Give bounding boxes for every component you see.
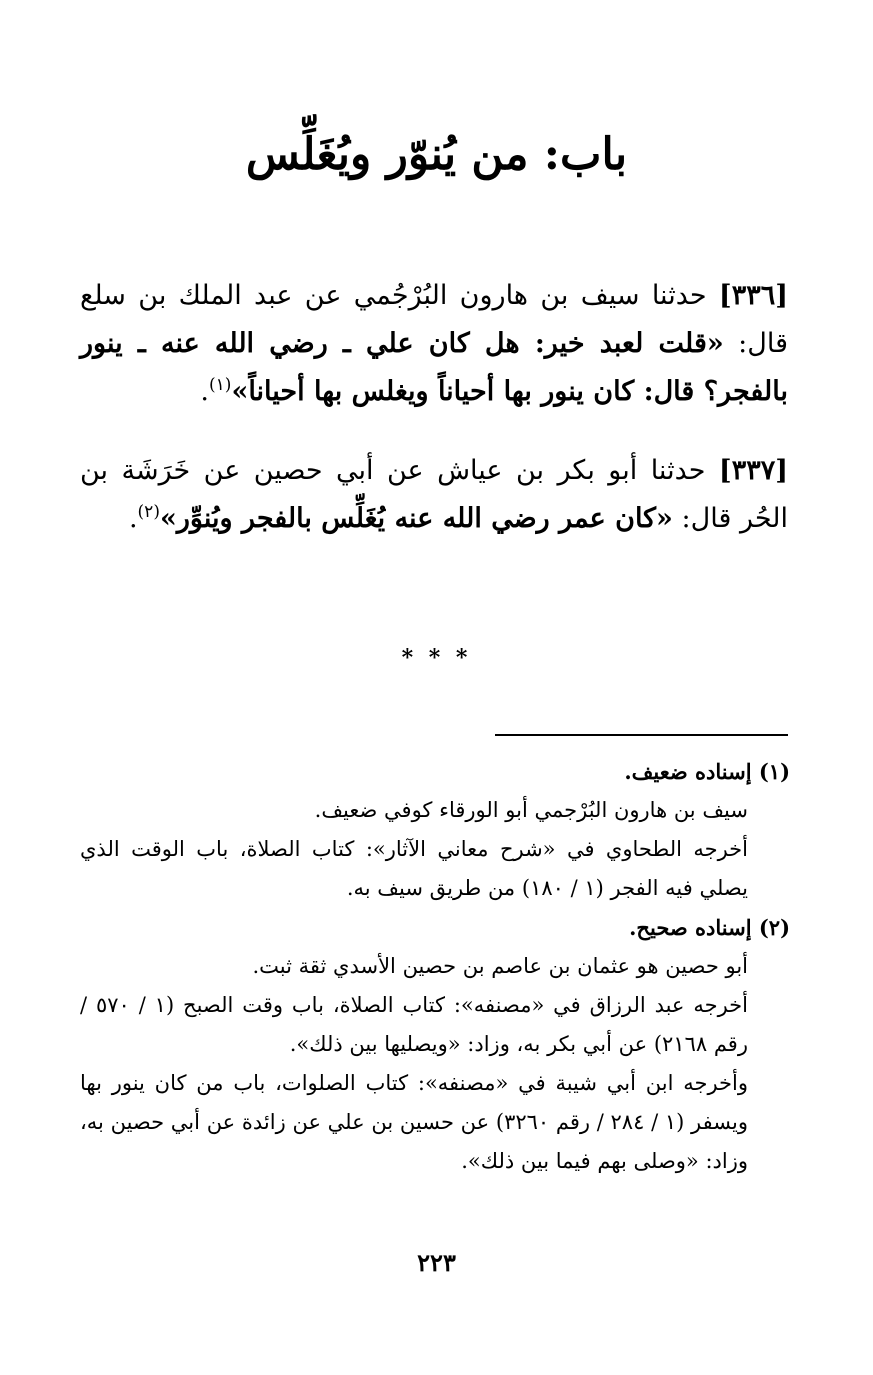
footnote-1-heading: (١) إسناده ضعيف.: [624, 759, 790, 784]
hadith-336: [80, 272, 788, 416]
hadith-end: .: [200, 376, 210, 407]
chapter-title: باب: من يُنوّر ويُغَلِّس: [245, 129, 628, 180]
footnote-reference[interactable]: (١): [209, 375, 232, 395]
hadith-number: [٣٣٧]: [718, 455, 788, 486]
footnote-2-line: أبو حصين هو عثمان بن عاصم بن حصين الأسدي ثقة ثبت.: [252, 954, 748, 978]
footnotes: [80, 752, 790, 1181]
footnote-2-line: وأخرجه ابن أبي شيبة في «مصنفه»: كتاب الصلوات، باب من كان ينور بها ويسفر (١ / ٢٨٤ / رقم ٣٢٦٠) عن حسين بن علي عن زائدة عن أبي حصين به، وزاد: «وصلى بهم فيما بين ذلك».: [80, 1071, 748, 1173]
hadith-end: .: [128, 503, 138, 534]
section-separator: * * *: [401, 645, 472, 671]
footnote-1-line: أخرجه الطحاوي في «شرح معاني الآثار»: كتاب الصلاة، باب الوقت الذي يصلي فيه الفجر (١ / ١٨٠) من طريق سيف به.: [80, 837, 748, 900]
footnote-2-heading: (٢) إسناده صحيح.: [629, 915, 790, 940]
hadith-isnad: حدثنا أبو بكر بن عياش عن أبي حصين عن خَرَشَة بن الحُر قال:: [80, 455, 788, 534]
page-number: ٢٢٣: [417, 1248, 456, 1277]
hadith-matn: «قلت لعبد خير: هل كان علي ـ رضي الله عنه ـ ينور بالفجر؟ قال: كان ينور بها أحياناً ويغلس بها أحياناً»: [80, 328, 788, 407]
hadith-isnad: حدثنا سيف بن هارون البُرْجُمي عن عبد الملك بن سلع قال:: [80, 280, 788, 359]
footnote-divider: [495, 734, 788, 736]
hadith-matn: «كان عمر رضي الله عنه يُغَلِّس بالفجر ويُنوِّر»: [159, 503, 673, 534]
footnote-1-line: سيف بن هارون البُرْجمي أبو الورقاء كوفي ضعيف.: [314, 798, 748, 822]
footnote-reference[interactable]: (٢): [137, 502, 160, 522]
hadith-number: [٣٣٦]: [718, 280, 788, 311]
hadith-337: [80, 447, 788, 543]
footnote-2-line: أخرجه عبد الرزاق في «مصنفه»: كتاب الصلاة، باب وقت الصبح (١ / ٥٧٠ / رقم ٢١٦٨) عن أبي بكر به، وزاد: «ويصليها بين ذلك».: [80, 993, 748, 1056]
